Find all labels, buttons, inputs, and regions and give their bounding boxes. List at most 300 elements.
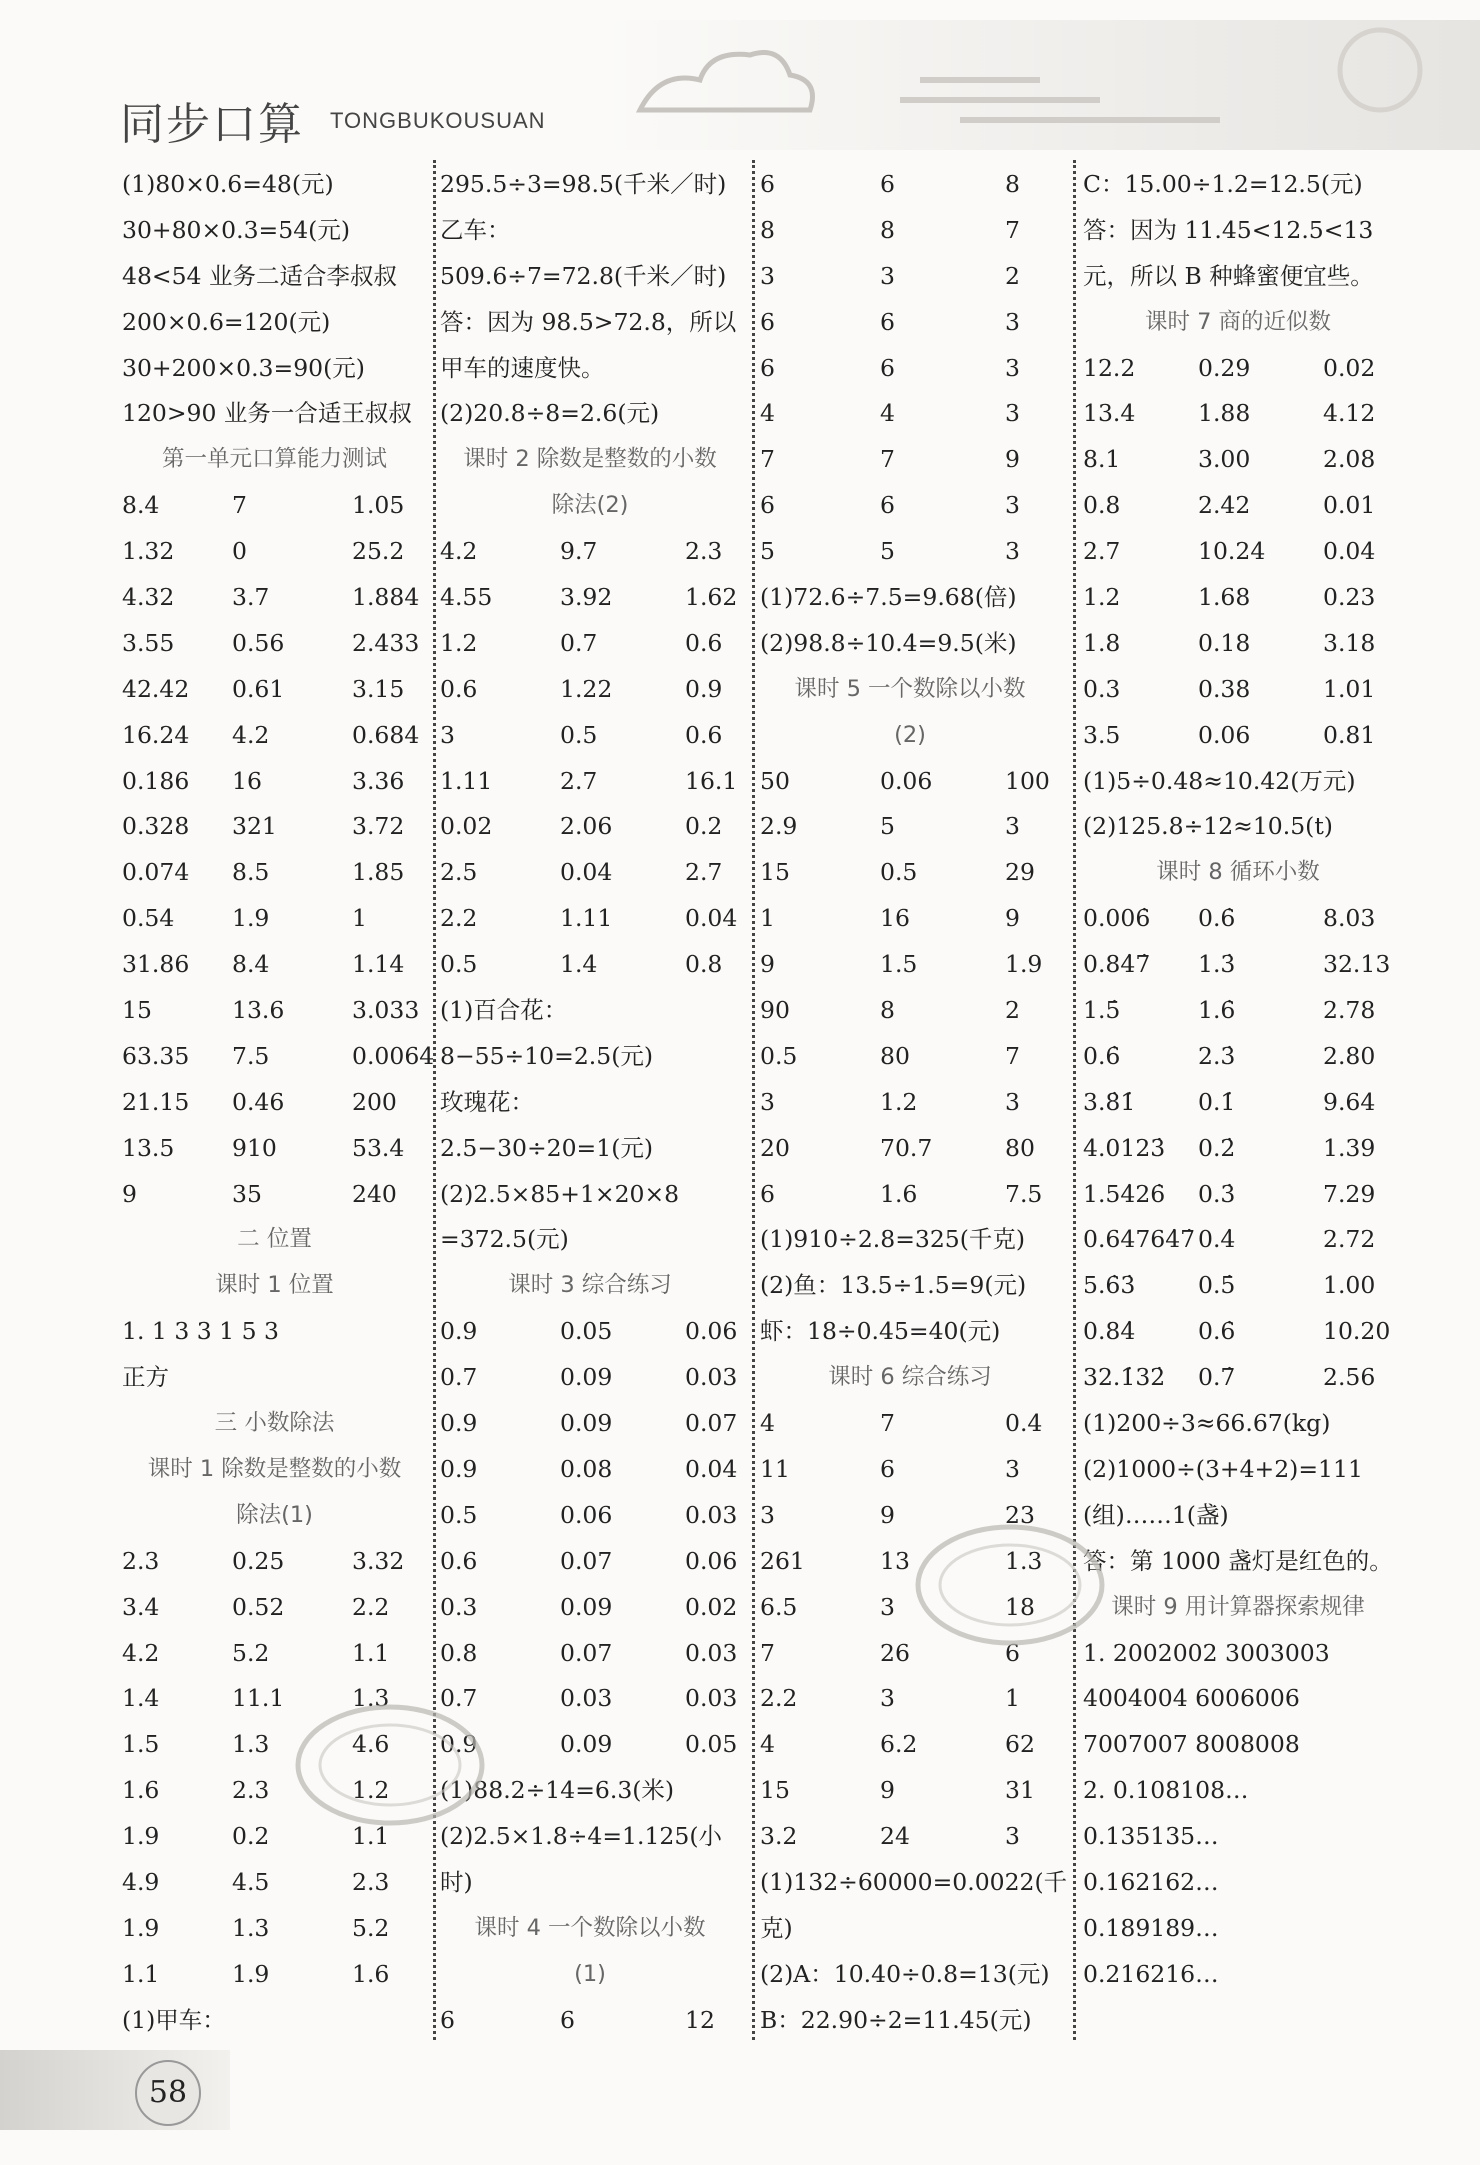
answer-cell: 0.04: [1323, 537, 1376, 566]
answer-cell: 4.2: [440, 537, 478, 566]
answer-cell: 8: [880, 996, 895, 1025]
answer-cell: 0.02: [1323, 353, 1376, 382]
answer-cell: 1.9: [232, 904, 270, 933]
answer-cell: 1.6: [122, 1776, 160, 1805]
answer-row: [440, 1998, 740, 2044]
answer-cell: 21.15: [122, 1087, 190, 1116]
answer-cell: 1.39: [1323, 1133, 1376, 1162]
page-number: 58: [135, 2060, 201, 2126]
answer-cell: 1: [1005, 1684, 1020, 1713]
answer-cell: 3: [760, 261, 775, 290]
answer-row: [1083, 575, 1393, 621]
answer-line: C：15.00÷1.2=12.5(元): [1083, 170, 1363, 198]
section-heading: 课时 3 综合练习: [508, 1272, 672, 1299]
answer-line: (2)20.8÷8=2.6(元): [440, 399, 660, 428]
book-title: 同步口算: [120, 99, 304, 150]
answer-cell: 6: [760, 170, 775, 198]
answer-cell: 1.6̇: [1198, 996, 1236, 1025]
answer-cell: 6: [760, 307, 775, 336]
answer-row: [1083, 1172, 1393, 1218]
answer-cell: 3: [1005, 399, 1020, 428]
answer-cell: 1.32: [122, 537, 175, 566]
answer-cell: 80: [880, 1041, 910, 1070]
answer-line: 48<54 业务二适合李叔叔: [122, 261, 397, 290]
answer-cell: 0.03: [560, 1684, 613, 1713]
answer-cell: 2.3: [232, 1776, 270, 1805]
answer-line: 0.216216…: [1083, 1959, 1219, 1988]
answer-cell: 3.55: [122, 628, 175, 657]
answer-row: [440, 1355, 740, 1401]
answer-cell: 5.2: [352, 1913, 390, 1942]
answer-cell: 25.2: [352, 537, 405, 566]
answer-row: [122, 1172, 427, 1218]
answer-line: (1)132÷60000=0.0022(千: [760, 1867, 1068, 1896]
answer-cell: 3: [1005, 812, 1020, 841]
answer-cell: 18: [1005, 1592, 1035, 1621]
answer-cell: 0.9: [440, 1730, 478, 1759]
answer-cell: 0.4: [1005, 1409, 1043, 1438]
answer-line: (1)72.6÷7.5=9.68(倍): [760, 583, 1017, 612]
answer-cell: 24: [880, 1822, 910, 1851]
watermark-stamp-icon: [290, 1700, 490, 1830]
answer-cell: 2.2: [352, 1592, 390, 1621]
answer-cell: 0.02: [440, 812, 493, 841]
answer-row: [122, 529, 427, 575]
answer-line: 30+200×0.3=90(元): [122, 353, 365, 382]
answer-column-4: [1083, 162, 1393, 1998]
answer-cell: 6: [880, 491, 895, 520]
answer-cell: 8.5: [232, 858, 270, 887]
answer-row: [122, 1034, 435, 1080]
section-heading: 课时 2 除数是整数的小数: [463, 446, 717, 473]
answer-cell: 6: [760, 353, 775, 382]
section-heading: 课时 6 综合练习: [828, 1364, 992, 1391]
answer-cell: 2.56: [1323, 1363, 1376, 1392]
answer-cell: 0.81: [1323, 720, 1376, 749]
answer-cell: 0.09: [560, 1592, 613, 1621]
answer-cell: 9.64: [1323, 1087, 1376, 1116]
answer-line: (组)……1(盏): [1083, 1500, 1229, 1529]
answer-cell: 32.1̇32̇: [1083, 1363, 1166, 1392]
answer-cell: 3: [1005, 353, 1020, 382]
answer-line: 295.5÷3=98.5(千米／时): [440, 170, 727, 198]
answer-row: [760, 437, 1060, 483]
section-heading: 课时 9 用计算器探索规律: [1111, 1593, 1365, 1620]
answer-line: (1)910÷2.8=325(千克): [760, 1225, 1026, 1254]
answer-cell: 0.03: [685, 1363, 738, 1392]
answer-line: 虾：18÷0.45=40(元): [760, 1317, 1001, 1346]
answer-cell: 13.5: [122, 1133, 175, 1162]
answer-cell: 0.29: [1198, 353, 1251, 382]
section-heading: 课时 8 循环小数: [1156, 859, 1320, 886]
section-heading: 除法(2): [551, 492, 629, 519]
section-heading: (2): [894, 721, 926, 748]
answer-cell: 9: [880, 1500, 895, 1529]
answer-cell: 0.06: [685, 1546, 738, 1575]
answer-cell: 4: [760, 399, 775, 428]
answer-row: [122, 1952, 427, 1998]
answer-cell: 0.074: [122, 858, 190, 887]
answer-cell: 8: [1005, 170, 1020, 198]
answer-cell: 3: [760, 1087, 775, 1116]
answer-cell: 0.54: [122, 904, 175, 933]
answer-cell: 1.3: [232, 1913, 270, 1942]
answer-cell: 10.24: [1198, 537, 1266, 566]
answer-cell: 0.9: [440, 1454, 478, 1483]
answer-cell: 3.8̇1̇: [1083, 1087, 1136, 1116]
answer-cell: 2.5: [440, 858, 478, 887]
answer-cell: 1.88: [1198, 399, 1251, 428]
answer-cell: 910: [232, 1133, 277, 1162]
answer-cell: 3.36: [352, 766, 405, 795]
answer-cell: 0: [232, 537, 247, 566]
answer-cell: 2.2: [760, 1684, 798, 1713]
answer-cell: 0.5̇: [1198, 1271, 1236, 1300]
answer-cell: 1.3: [352, 1684, 390, 1713]
answer-cell: 1.9: [232, 1959, 270, 1988]
answer-cell: 0.9: [685, 674, 723, 703]
answer-cell: 1.22: [560, 674, 613, 703]
answer-cell: 3: [880, 1592, 895, 1621]
answer-cell: 6: [760, 1179, 775, 1208]
answer-row: [760, 162, 1060, 208]
answer-cell: 8: [880, 215, 895, 244]
section-heading: 课时 1 位置: [215, 1272, 334, 1299]
answer-line: 7007007 8008008: [1083, 1730, 1300, 1759]
answer-row: [760, 759, 1060, 805]
answer-row: [1083, 1126, 1393, 1172]
answer-cell: 7.5: [1005, 1179, 1043, 1208]
answer-cell: 0.01: [1323, 491, 1376, 520]
answer-row: [760, 254, 1060, 300]
answer-cell: 6: [880, 1454, 895, 1483]
answer-line: (2)1000÷(3+4+2)=111: [1083, 1454, 1363, 1483]
answer-cell: 0.84̇7̇: [1083, 950, 1151, 979]
answer-cell: 0.03: [685, 1500, 738, 1529]
answer-cell: 1.5: [880, 950, 918, 979]
answer-cell: 16: [232, 766, 262, 795]
answer-cell: 31.86: [122, 950, 190, 979]
answer-line: (1)百合花：: [440, 996, 568, 1025]
answer-line: (2)A：10.40÷0.8=13(元): [760, 1959, 1050, 1988]
section-heading: 课时 4 一个数除以小数: [474, 1914, 706, 1941]
answer-cell: 0.07: [560, 1638, 613, 1667]
cloud-ornament-icon: [600, 20, 1480, 150]
answer-cell: 50: [760, 766, 790, 795]
answer-row: [1083, 529, 1393, 575]
answer-cell: 1.62: [685, 583, 738, 612]
answer-cell: 1.884: [352, 583, 420, 612]
answer-row: [1083, 621, 1393, 667]
answer-row: [1083, 1263, 1393, 1309]
answer-cell: 3: [1005, 1087, 1020, 1116]
answer-cell: 0.02: [685, 1592, 738, 1621]
answer-cell: 2.3: [122, 1546, 160, 1575]
answer-cell: 4.0123̇: [1083, 1133, 1166, 1162]
answer-cell: 0.25: [232, 1546, 285, 1575]
answer-cell: 3: [1005, 1454, 1020, 1483]
answer-cell: 0.05: [560, 1317, 613, 1346]
answer-row: [1083, 942, 1393, 988]
answer-cell: 0.2: [232, 1822, 270, 1851]
answer-row: [122, 759, 427, 805]
book-subtitle: TONGBUKOUSUAN: [330, 108, 546, 133]
answer-line: 0.135135…: [1083, 1822, 1219, 1851]
answer-row: [122, 621, 427, 667]
answer-row: [122, 942, 427, 988]
answer-cell: 0.9: [440, 1409, 478, 1438]
answer-cell: 0.6̇: [1198, 1317, 1236, 1346]
section-heading: (1): [574, 1960, 606, 1987]
answer-line: (2)2.5×85+1×20×8: [440, 1179, 680, 1208]
answer-cell: 13.6: [232, 996, 285, 1025]
answer-row: [760, 1401, 1060, 1447]
answer-row: [122, 988, 427, 1034]
answer-row: [122, 896, 427, 942]
answer-cell: 0.684: [352, 720, 420, 749]
answer-cell: 6: [880, 170, 895, 198]
answer-cell: 6: [1005, 1638, 1020, 1667]
answer-cell: 7.29: [1323, 1179, 1376, 1208]
answer-cell: 23: [1005, 1500, 1035, 1529]
answer-cell: 16: [880, 904, 910, 933]
answer-row: [760, 391, 1060, 437]
answer-row: [760, 1814, 1060, 1860]
answer-cell: 0.6: [685, 628, 723, 657]
answer-cell: 0.328: [122, 812, 190, 841]
answer-row: [440, 621, 740, 667]
answer-cell: 0.7: [560, 628, 598, 657]
answer-row: [440, 1631, 740, 1677]
answer-cell: 0.5: [880, 858, 918, 887]
answer-row: [760, 529, 1060, 575]
answer-row: [760, 346, 1060, 392]
answer-row: [440, 804, 740, 850]
answer-row: [760, 1172, 1060, 1218]
answer-line: 答：因为 11.45<12.5<13: [1083, 215, 1374, 244]
answer-cell: 0.84̇: [1083, 1317, 1136, 1346]
answer-cell: 3.15: [352, 674, 405, 703]
answer-cell: 0.06: [560, 1500, 613, 1529]
answer-line: (1)80×0.6=48(元): [122, 170, 334, 198]
answer-cell: 0.3: [1083, 674, 1121, 703]
answer-cell: 2.08: [1323, 445, 1376, 474]
answer-row: [440, 850, 740, 896]
answer-row: [122, 850, 427, 896]
answer-cell: 4.55: [440, 583, 493, 612]
answer-cell: 4.2: [232, 720, 270, 749]
answer-cell: 9: [760, 950, 775, 979]
answer-cell: 3.00: [1198, 445, 1251, 474]
answer-row: [1083, 391, 1393, 437]
column-divider: [1073, 160, 1076, 2040]
answer-line: (2)125.8÷12≈10.5(t): [1083, 812, 1333, 841]
section-heading: 三 小数除法: [214, 1410, 335, 1437]
answer-row: [1083, 1309, 1393, 1355]
answer-cell: 35: [232, 1179, 262, 1208]
answer-cell: 4: [760, 1730, 775, 1759]
answer-cell: 3.92: [560, 583, 613, 612]
answer-row: [1083, 483, 1393, 529]
answer-cell: 0.23: [1323, 583, 1376, 612]
answer-cell: 0.52: [232, 1592, 285, 1621]
answer-cell: 0.56: [232, 628, 285, 657]
answer-line: 30+80×0.3=54(元): [122, 215, 350, 244]
section-heading: 除法(1): [236, 1501, 313, 1528]
answer-cell: 16.1: [685, 766, 738, 795]
answer-cell: 4.9: [122, 1867, 160, 1896]
section-heading: 课时 5 一个数除以小数: [794, 675, 1026, 702]
answer-cell: 0.6: [440, 1546, 478, 1575]
answer-row: [440, 575, 740, 621]
answer-row: [440, 713, 740, 759]
answer-cell: 7: [1005, 1041, 1020, 1070]
answer-cell: 29: [1005, 858, 1035, 887]
answer-line: 时): [440, 1867, 473, 1896]
answer-row: [440, 1493, 740, 1539]
answer-cell: 3: [880, 1684, 895, 1713]
answer-cell: 42.42: [122, 674, 190, 703]
answer-cell: 1.11: [560, 904, 613, 933]
answer-cell: 0.6̇: [1198, 904, 1236, 933]
answer-row: [760, 1034, 1060, 1080]
answer-cell: 1.6: [880, 1179, 918, 1208]
answer-row: [122, 804, 427, 850]
section-heading: 课时 1 除数是整数的小数: [147, 1455, 402, 1482]
answer-cell: 7: [232, 491, 247, 520]
answer-cell: 2: [1005, 996, 1020, 1025]
answer-cell: 0.09: [560, 1409, 613, 1438]
answer-cell: 0.04: [685, 1454, 738, 1483]
answer-cell: 0.6: [685, 720, 723, 749]
answer-cell: 3: [440, 720, 455, 749]
answer-cell: 6: [440, 2005, 455, 2034]
answer-line: 正方: [122, 1363, 169, 1392]
answer-cell: 2.3: [352, 1867, 390, 1896]
answer-cell: 9.7: [560, 537, 598, 566]
answer-cell: 240: [352, 1179, 397, 1208]
answer-cell: 0.5: [440, 950, 478, 979]
answer-cell: 0.2̇: [1198, 1133, 1236, 1162]
answer-cell: 0.7: [440, 1684, 478, 1713]
answer-cell: 6: [880, 353, 895, 382]
answer-cell: 3: [1005, 537, 1020, 566]
answer-row: [760, 1676, 1060, 1722]
answer-cell: 0.18: [1198, 628, 1251, 657]
answer-cell: 3: [760, 1500, 775, 1529]
answer-cell: 4.2: [122, 1638, 160, 1667]
answer-cell: 1.14: [352, 950, 405, 979]
answer-cell: 2.7: [1083, 537, 1121, 566]
answer-line: (1)200÷3≈66.67(kg): [1083, 1409, 1331, 1438]
answer-cell: 0.05: [685, 1730, 738, 1759]
answer-cell: 1.3̇: [1198, 950, 1236, 979]
answer-cell: 6.2: [880, 1730, 918, 1759]
answer-cell: 1.1: [352, 1638, 390, 1667]
answer-cell: 3: [1005, 1822, 1020, 1851]
answer-line: 4004004 6006006: [1083, 1684, 1300, 1713]
answer-row: [122, 1631, 427, 1677]
answer-cell: 31: [1005, 1776, 1035, 1805]
answer-cell: 3.033: [352, 996, 420, 1025]
answer-row: [760, 483, 1060, 529]
answer-cell: 1.3: [1005, 1546, 1043, 1575]
answer-row: [760, 896, 1060, 942]
answer-cell: 1.2: [1083, 583, 1121, 612]
answer-cell: 2.42: [1198, 491, 1251, 520]
answer-cell: 7: [760, 1638, 775, 1667]
answer-line: (1)5÷0.48≈10.42(万元): [1083, 766, 1356, 795]
answer-row: [122, 713, 427, 759]
answer-row: [440, 1401, 740, 1447]
answer-line: 元，所以 B 种蜂蜜便宜些。: [1083, 261, 1374, 290]
answer-cell: 0.06: [880, 766, 933, 795]
answer-cell: 5: [760, 537, 775, 566]
answer-line: B：22.90÷2=11.45(元): [760, 2005, 1032, 2034]
answer-row: [440, 896, 740, 942]
answer-cell: 13.4: [1083, 399, 1136, 428]
answer-cell: 0.6: [440, 674, 478, 703]
answer-cell: 1.2: [880, 1087, 918, 1116]
answer-line: 乙车：: [440, 215, 511, 244]
answer-cell: 0.0064: [352, 1041, 435, 1070]
answer-line: =372.5(元): [440, 1225, 569, 1254]
answer-row: [1083, 896, 1393, 942]
answer-cell: 9: [122, 1179, 137, 1208]
answer-cell: 0.04: [560, 858, 613, 887]
answer-cell: 26: [880, 1638, 910, 1667]
answer-row: [760, 1080, 1060, 1126]
answer-cell: 1.00: [1323, 1271, 1376, 1300]
answer-cell: 1.01: [1323, 674, 1376, 703]
answer-cell: 1.4: [560, 950, 598, 979]
answer-cell: 0.3: [440, 1592, 478, 1621]
answer-cell: 0.5: [440, 1500, 478, 1529]
answer-cell: 9: [880, 1776, 895, 1805]
answer-row: [122, 483, 427, 529]
answer-cell: 1.6: [352, 1959, 390, 1988]
answer-cell: 0.07: [685, 1409, 738, 1438]
answer-cell: 5.2: [232, 1638, 270, 1667]
answer-cell: 1.5: [122, 1730, 160, 1759]
section-heading: 第一单元口算能力测试: [161, 446, 387, 473]
answer-cell: 2.06: [560, 812, 613, 841]
answer-cell: 8.1: [1083, 445, 1121, 474]
answer-cell: 1.05: [352, 491, 405, 520]
answer-row: [760, 850, 1060, 896]
answer-cell: 0.6̇: [1083, 1041, 1121, 1070]
answer-cell: 1.2: [440, 628, 478, 657]
answer-line: 答：因为 98.5>72.8，所以: [440, 307, 737, 336]
answer-row: [760, 988, 1060, 1034]
answer-row: [440, 1447, 740, 1493]
answer-cell: 9: [1005, 445, 1020, 474]
answer-row: [1083, 713, 1393, 759]
answer-row: [440, 1309, 740, 1355]
answer-cell: 1.1: [352, 1822, 390, 1851]
section-heading: 二 位置: [237, 1226, 312, 1253]
answer-cell: 20: [760, 1133, 790, 1162]
answer-row: [760, 300, 1060, 346]
answer-cell: 62: [1005, 1730, 1035, 1759]
answer-row: [1083, 1080, 1393, 1126]
answer-cell: 2.3̇: [1198, 1041, 1236, 1070]
answer-cell: 0.06: [1198, 720, 1251, 749]
answer-cell: 2.7: [560, 766, 598, 795]
answer-cell: 0.4̇: [1198, 1225, 1236, 1254]
answer-cell: 0.09: [560, 1730, 613, 1759]
answer-row: [440, 942, 740, 988]
